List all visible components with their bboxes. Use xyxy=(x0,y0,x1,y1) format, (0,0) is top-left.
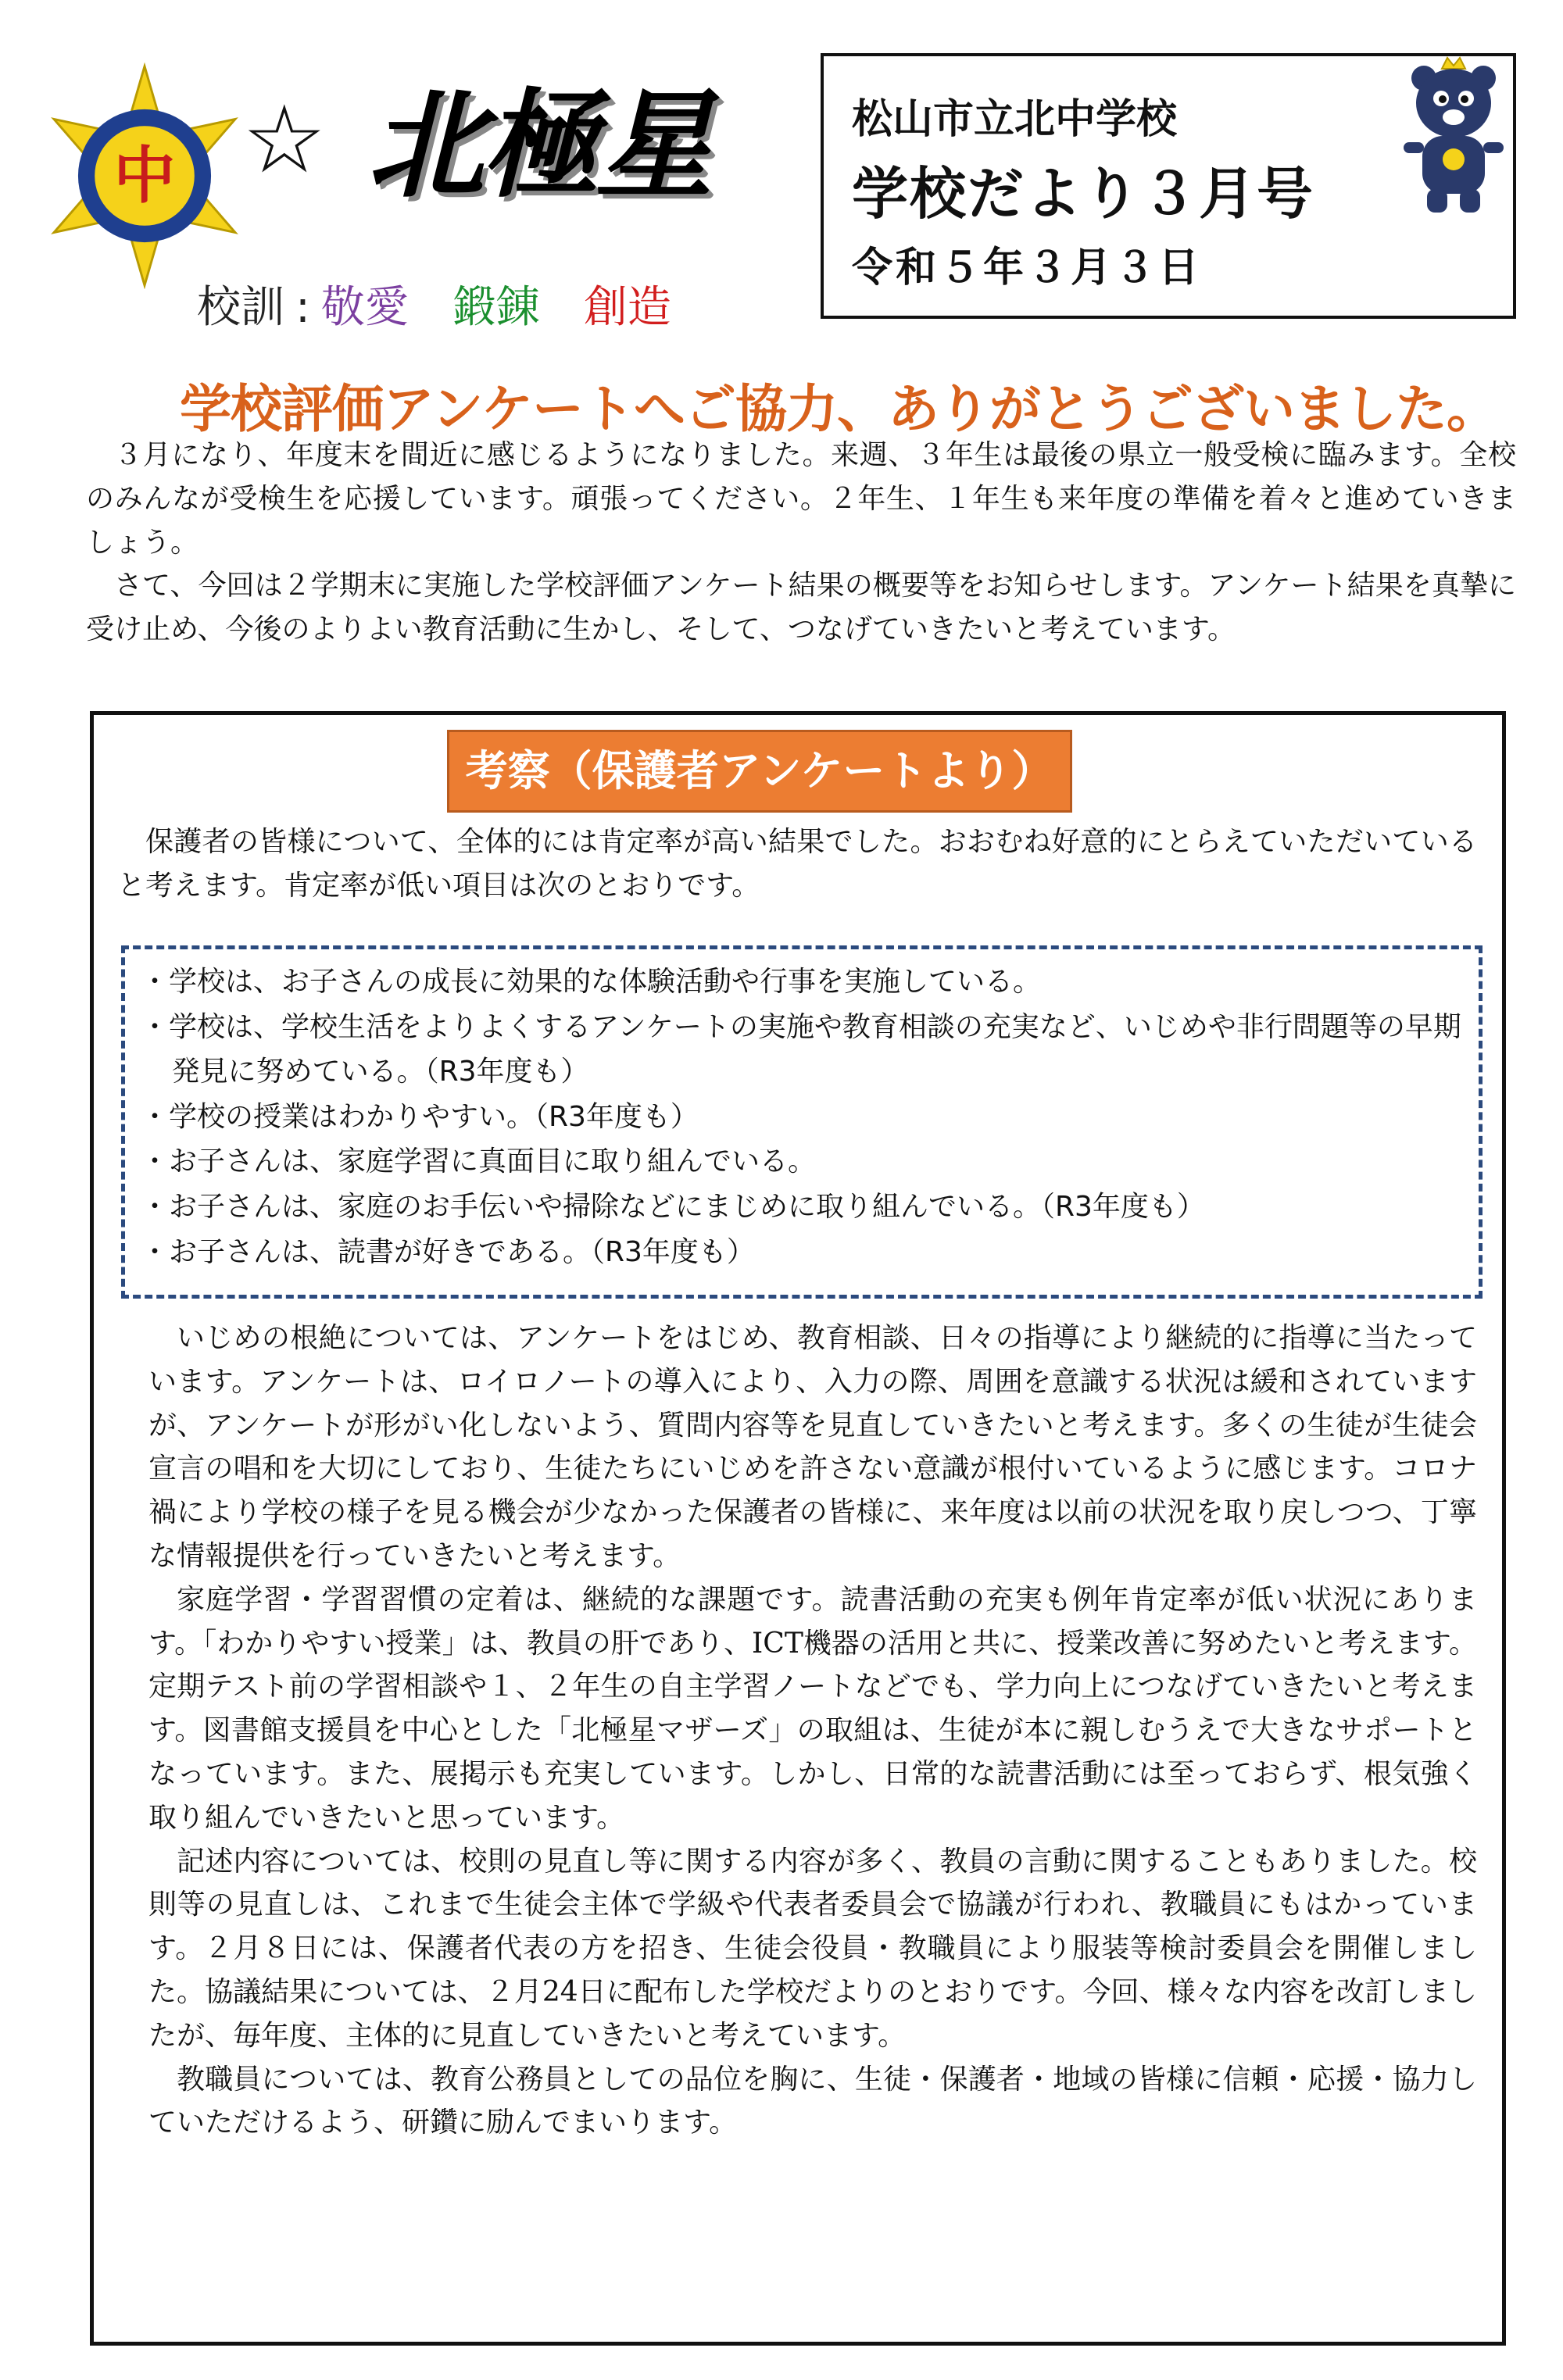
bear-mascot-icon xyxy=(1399,55,1508,219)
newsletter-masthead-title: 北極星 xyxy=(367,78,710,214)
motto-value-1: 敬愛 xyxy=(320,282,409,333)
motto-value-3: 創造 xyxy=(583,282,671,333)
summary-paragraph: 保護者の皆様について、全体的には肯定率が高い結果でした。おおむね好意的にとらえていただいていると考えます。肯定率が低い項目は次のとおりです。 xyxy=(117,826,1477,902)
list-item: ・学校は、お子さんの成長に効果的な体験活動や行事を実施している。 xyxy=(141,966,1042,998)
motto-separator: : xyxy=(295,282,310,333)
title-star: ☆ xyxy=(242,86,327,195)
school-emblem-icon xyxy=(31,63,258,289)
motto-value-2: 鍛錬 xyxy=(452,282,540,333)
findings-body xyxy=(148,1317,1477,2145)
school-name: 松山市立北中学校 xyxy=(852,96,1178,143)
list-item: ・学校の授業はわかりやすい。（R3年度も） xyxy=(141,1100,699,1133)
low-rate-items-list xyxy=(141,960,1469,1274)
list-item: ・お子さんは、家庭のお手伝いや掃除などにまじめに取り組んでいる。（R3年度も） xyxy=(141,1190,1205,1223)
intro-paragraph-2: さて、今回は２学期末に実施した学校評価アンケート結果の概要等をお知らせします。アンケート結果を真摯に受け止め、今後のよりよい教育活動に生かし、そして、つなげていきたいと考えています。 xyxy=(86,570,1516,646)
intro-section xyxy=(86,434,1516,652)
body-paragraph-school-rules: 記述内容については、校則の見直し等に関する内容が多く、教員の言動に関することもありました。校則等の見直しは、これまで生徒会主体で学級や代表者委員会で協議が行われ、教職員にもはかっています。２月８日には、保護者代表の方を招き、生徒会役員・教職員により服装等検討委員会を開催しました。協議結果については、２月24日に配布した学校だよりのとおりです。今回、様々な内容を改訂しましたが、毎年度、主体的に見直していきたいと考えています。 xyxy=(148,1845,1477,2052)
body-paragraph-bullying: いじめの根絶については、アンケートをはじめ、教育相談、日々の指導により継続的に指導に当たっています。アンケートは、ロイロノートの導入により、入力の際、周囲を意識する状況は緩和されていますが、アンケートが形がい化しないよう、質問内容等を見直していきたいと考えます。多くの生徒が生徒会宣言の唱和を大切にしており、生徒たちにいじめを許さない意識が根付いているように感じます。コロナ禍により学校の様子を見る機会が少なかった保護者の皆様に、来年度は以前の状況を取り戻しつつ、丁寧な情報提供を行っていきたいと考えます。 xyxy=(148,1322,1477,1572)
emblem-char: 中 xyxy=(113,139,176,213)
section-title-badge: 考察（保護者アンケートより） xyxy=(447,730,1072,813)
body-paragraph-staff: 教職員については、教育公務員としての品位を胸に、生徒・保護者・地域の皆様に信頼・応援・協力していただけるよう、研鑽に励んでまいります。 xyxy=(148,2063,1477,2139)
body-paragraph-home-study: 家庭学習・学習習慣の定着は、継続的な課題です。読書活動の充実も例年肯定率が低い状況にあります。「わかりやすい授業」は、教員の肝であり、ICT機器の活用と共に、授業改善に努めたいと考えます。定期テスト前の学習相談や１、２年生の自主学習ノートなどでも、学力向上につなげていきたいと考えます。図書館支援員を中心とした「北極星マザーズ」の取組は、生徒が本に親しむうえで大きなサポートとなっています。また、展掲示も充実しています。しかし、日常的な読書活動には至っておらず、根気強く取り組んでいきたいと思っています。 xyxy=(148,1583,1477,1834)
school-motto xyxy=(197,281,671,334)
issue-date: 令和５年３月３日 xyxy=(852,245,1203,291)
headline: 学校評価アンケートへご協力、ありがとうございました。 xyxy=(180,379,1498,439)
newsletter-issue-title: 学校だより３月号 xyxy=(852,161,1315,227)
intro-paragraph-1: ３月になり、年度末を間近に感じるようになりました。来週、３年生は最後の県立一般受検に臨みます。全校のみんなが受検生を応援しています。頑張ってください。２年生、１年生も来年度の準備を着々と進めていきましょう。 xyxy=(86,439,1516,559)
list-item: ・学校は、学校生活をよりよくするアンケートの実施や教育相談の充実など、いじめや非行問題等の早期発見に努めている。（R3年度も） xyxy=(141,1010,1461,1088)
list-item: ・お子さんは、読書が好きである。（R3年度も） xyxy=(141,1235,755,1268)
findings-summary xyxy=(117,820,1477,908)
motto-label: 校訓 xyxy=(197,282,284,333)
list-item: ・お子さんは、家庭学習に真面目に取り組んでいる。 xyxy=(141,1145,817,1178)
